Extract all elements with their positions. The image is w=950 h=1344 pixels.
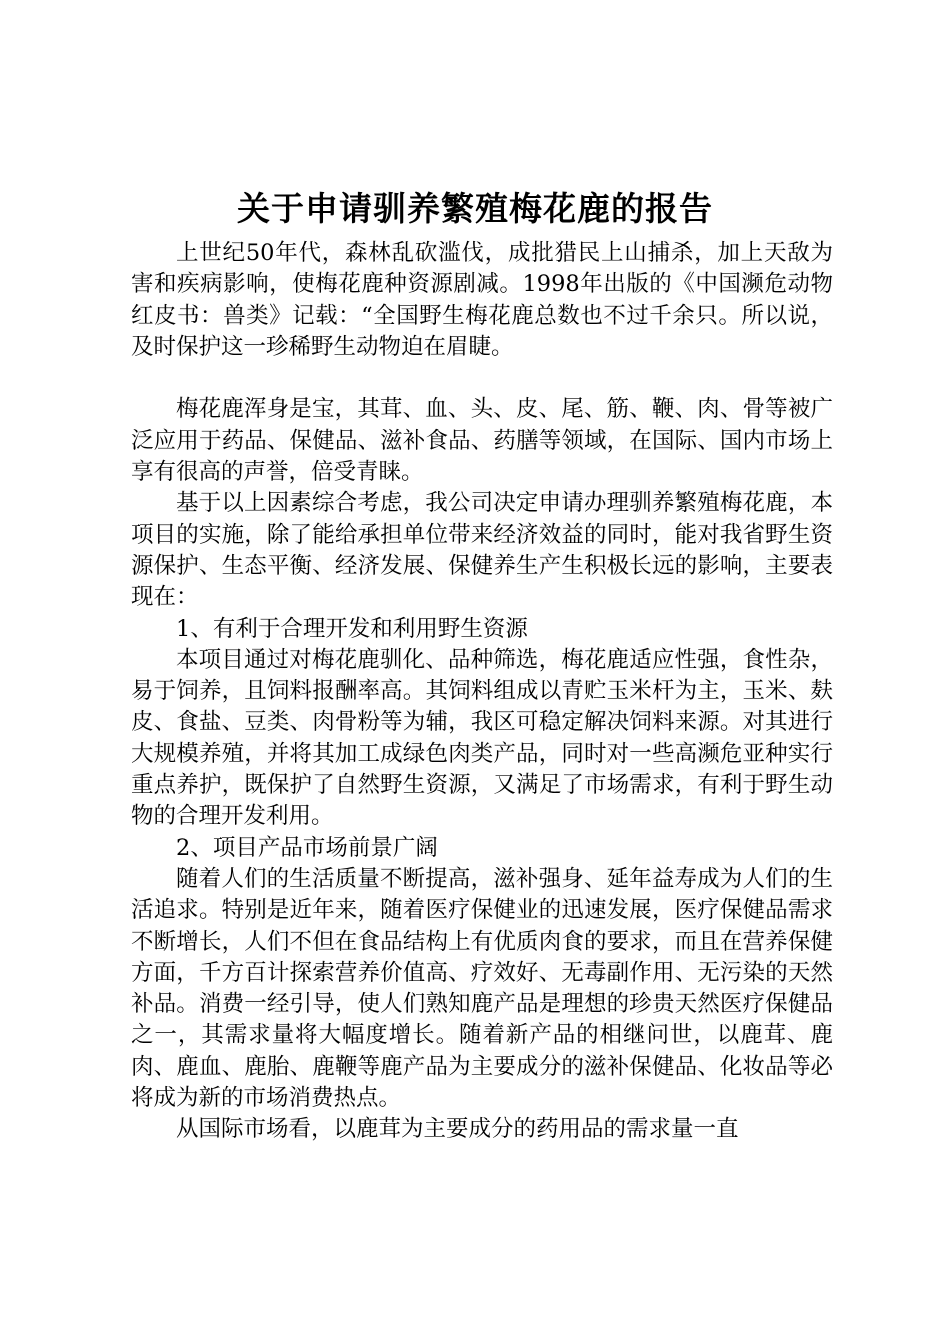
document-title: 关于申请驯养繁殖梅花鹿的报告 (237, 189, 713, 228)
paragraph-deer-value: 梅花鹿浑身是宝，其茸、血、头、皮、尾、筋、鞭、肉、骨等被广泛应用于药品、保健品、滋补食品、药膳等领域，在国际、国内市场上享有很高的声誉，倍受青睐。 (131, 396, 833, 486)
paragraph-resource-use: 本项目通过对梅花鹿驯化、品种筛选，梅花鹿适应性强，食性杂，易于饲养，且饲料报酬率高。其饲料组成以青贮玉米杆为主，玉米、麸皮、食盐、豆类、肉骨粉等为辅，我区可稳定解决饲料来源。对其进行大规模养殖，并将其加工成绿色肉类产品，同时对一些高濒危亚种实行重点养护，既保护了自然野生资源，又满足了市场需求，有利于野生动物的合理开发利用。 (131, 646, 833, 830)
paragraph-population-decline: 上世纪50年代，森林乱砍滥伐，成批猎民上山捕杀，加上天敌为害和疾病影响，使梅花鹿种资源剧减。1998年出版的《中国濒危动物红皮书：兽类》记载：“全国野生梅花鹿总数也不过千余只。所以说，及时保护这一珍稀野生动物迫在眉睫。 (131, 240, 833, 360)
paragraph-decision: 基于以上因素综合考虑，我公司决定申请办理驯养繁殖梅花鹿，本项目的实施，除了能给承担单位带来经济效益的同时，能对我省野生资源保护、生态平衡、经济发展、保健养生产生积极长远的影响，主要表现在： (131, 490, 833, 611)
blank-line (131, 363, 833, 394)
section-heading-1: 1、有利于合理开发和利用野生资源 (176, 615, 528, 642)
document-body (131, 238, 833, 1146)
section-heading-2: 2、项目产品市场前景广阔 (176, 834, 438, 861)
paragraph-market-outlook: 随着人们的生活质量不断提高，滋补强身、延年益寿成为人们的生活追求。特别是近年来，随着医疗保健业的迅速发展，医疗保健品需求不断增长，人们不但在食品结构上有优质肉食的要求，而且在营养保健方面，千方百计探索营养价值高、疗效好、无毒副作用、无污染的天然补品。消费一经引导，使人们熟知鹿产品是理想的珍贵天然医疗保健品之一，其需求量将大幅度增长。随着新产品的相继问世，以鹿茸、鹿肉、鹿血、鹿胎、鹿鞭等鹿产品为主要成分的滋补保健品、化妆品等必将成为新的市场消费热点。 (131, 865, 833, 1112)
paragraph-international-market: 从国际市场看，以鹿茸为主要成分的药用品的需求量一直 (176, 1116, 739, 1143)
